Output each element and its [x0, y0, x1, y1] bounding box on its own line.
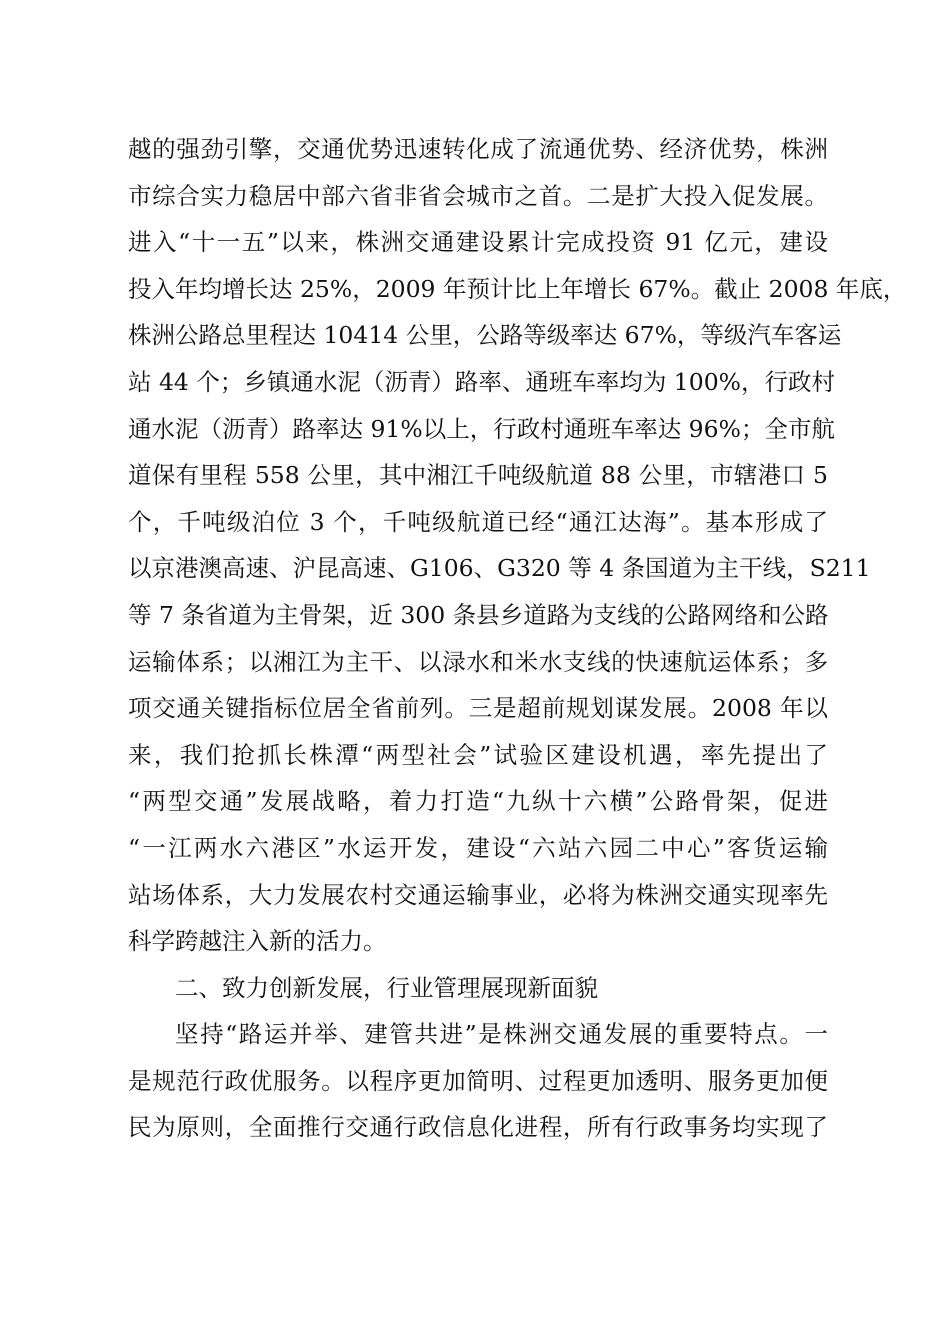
text-line: 市综合实力稳居中部六省非省会城市之首。二是扩大投入促发展。 — [128, 181, 828, 210]
text-line: 运输体系；以湘江为主干、以渌水和米水支线的快速航运体系；多 — [128, 647, 828, 676]
text-line: 株洲公路总里程达 10414 公里，公路等级率达 67%，等级汽车客运 — [128, 321, 842, 350]
section-heading: 二、致力创新发展，行业管理展现新面貌 — [175, 973, 598, 1002]
text-line: “一江两水六港区”水运开发，建设“六站六园二中心”客货运输 — [128, 833, 828, 862]
text-line: 来，我们抢抓长株潭“两型社会”试验区建设机遇，率先提出了 — [128, 740, 828, 769]
text-line: 站场体系，大力发展农村交通运输事业，必将为株洲交通实现率先 — [128, 880, 828, 909]
text-line: 民为原则，全面推行交通行政信息化进程，所有行政事务均实现了 — [128, 1113, 828, 1142]
text-line: 越的强劲引擎，交通优势迅速转化成了流通优势、经济优势，株洲 — [128, 135, 828, 163]
text-line: 站 44 个；乡镇通水泥（沥青）路率、通班车率均为 100%，行政村 — [128, 367, 835, 396]
text-line: 进入“十一五”以来，株洲交通建设累计完成投资 91 亿元，建设 — [128, 228, 828, 257]
text-line: “两型交通”发展战略，着力打造“九纵十六横”公路骨架，促进 — [128, 787, 828, 816]
text-line: 坚持“路运并举、建管共进”是株洲交通发展的重要特点。一 — [175, 1020, 828, 1049]
text-line: 项交通关键指标位居全省前列。三是超前规划谋发展。2008 年以 — [128, 694, 828, 723]
text-line: 等 7 条省道为主骨架，近 300 条县乡道路为支线的公路网络和公路 — [128, 600, 829, 629]
body-text — [128, 126, 907, 1151]
text-line: 个，千吨级泊位 3 个，千吨级航道已经“通江达海”。基本形成了 — [128, 507, 828, 536]
text-line: 以京港澳高速、沪昆高速、G106、G320 等 4 条国道为主干线，S211 — [128, 554, 871, 583]
text-line: 科学跨越注入新的活力。 — [128, 927, 387, 956]
text-line: 投入年均增长达 25%，2009 年预计比上年增长 67%。截止 2008 年底， — [128, 274, 907, 303]
text-line: 通水泥（沥青）路率达 91%以上，行政村通班车率达 96%；全市航 — [128, 414, 835, 443]
text-line: 道保有里程 558 公里，其中湘江千吨级航道 88 公里，市辖港口 5 — [128, 461, 828, 490]
text-line: 是规范行政优服务。以程序更加简明、过程更加透明、服务更加便 — [128, 1066, 828, 1095]
